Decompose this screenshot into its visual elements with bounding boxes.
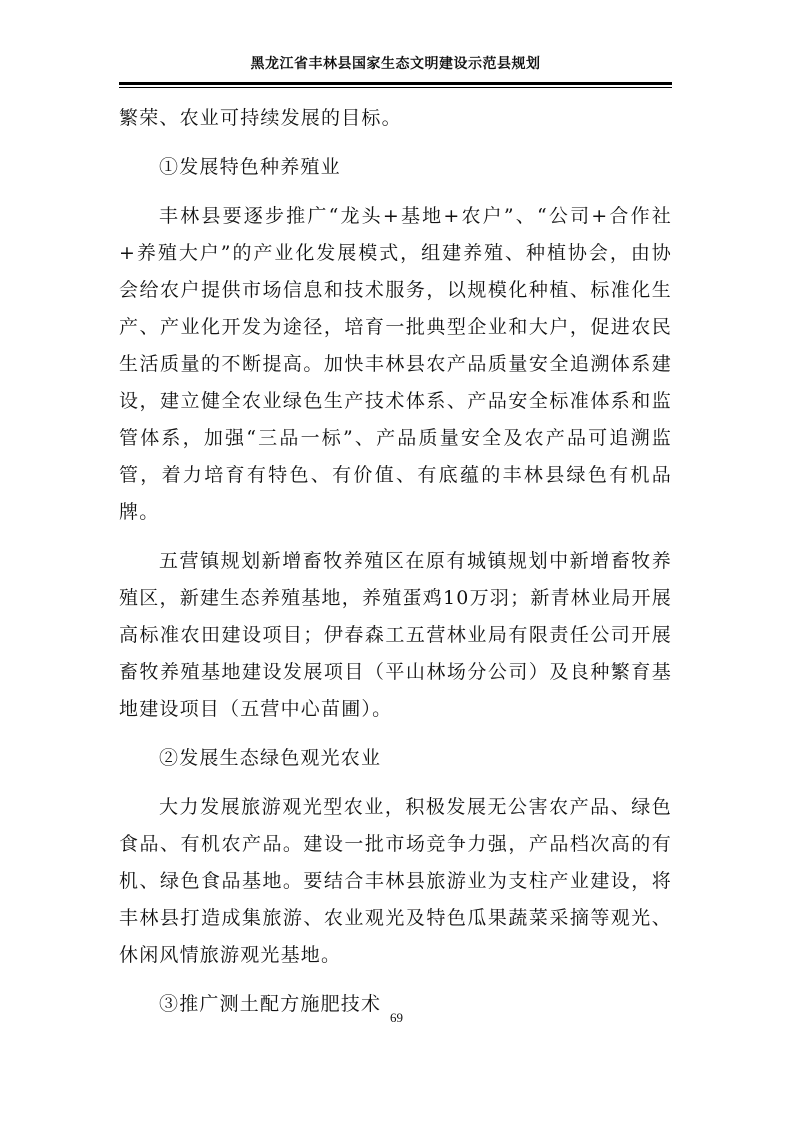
header-rule-thin bbox=[119, 87, 672, 88]
paragraph-continuation: 繁荣、农业可持续发展的目标。 bbox=[119, 107, 402, 129]
paragraph: 丰林县要逐步推广“龙头+基地+农户”、“公司+合作社+养殖大户”的产业化发展模式，组建养殖、种植协会，由协会给农户提供市场信息和技术服务，以规模化种植、标准化生产、产业化开发为途径，培育一批典型企业和大户，促进农民生活质量的不断提高。加快丰林县农产品质量安全追溯体系建设，建立健全农业绿色生产技术体系、产品安全标准体系和监管体系，加强“三品一标”、产品质量安全及农产品可追溯监管，着力培育有特色、有价值、有底蕴的丰林县绿色有机品牌。 bbox=[119, 205, 672, 523]
body-text bbox=[119, 100, 672, 1023]
header-rule-thick bbox=[119, 82, 672, 85]
page-number: 69 bbox=[390, 1010, 403, 1025]
section-heading-3: ③推广测土配方施肥技术 bbox=[159, 993, 382, 1015]
section-heading-2: ②发展生态绿色观光农业 bbox=[159, 747, 382, 769]
section-heading-1: ①发展特色种养殖业 bbox=[159, 156, 341, 178]
running-header: 黑龙江省丰林县国家生态文明建设示范县规划 bbox=[250, 56, 541, 72]
paragraph: 五营镇规划新增畜牧养殖区在原有城镇规划中新增畜牧养殖区，新建生态养殖基地，养殖蛋鸡10万羽；新青林业局开展高标准农田建设项目；伊春森工五营林业局有限责任公司开展畜牧养殖基地建设发展项目（平山林场分公司）及良种繁育基地建设项目（五营中心苗圃）。 bbox=[119, 550, 672, 720]
paragraph: 大力发展旅游观光型农业，积极发展无公害农产品、绿色食品、有机农产品。建设一批市场竞争力强，产品档次高的有机、绿色食品基地。要结合丰林县旅游业为支柱产业建设，将丰林县打造成集旅游、农业观光及特色瓜果蔬菜采摘等观光、休闲风情旅游观光基地。 bbox=[119, 796, 672, 966]
